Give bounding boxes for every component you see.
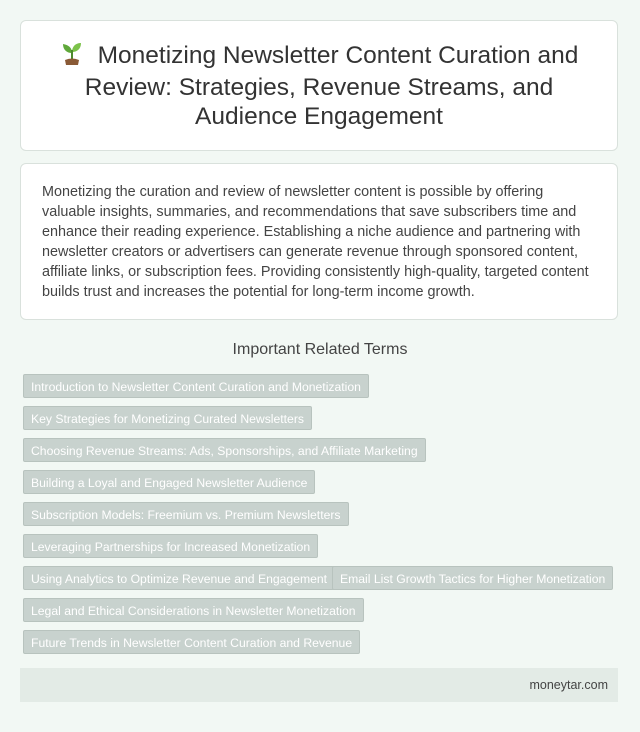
related-term-tag[interactable]: Key Strategies for Monetizing Curated Newsletters [23,406,312,430]
page-title [41,40,597,131]
related-term-tag[interactable]: Leveraging Partnerships for Increased Monetization [23,534,318,558]
related-term-tag[interactable]: Introduction to Newsletter Content Curation and Monetization [23,374,369,398]
sprout-icon [60,40,84,73]
summary-card [20,163,618,320]
related-term-tag[interactable]: Choosing Revenue Streams: Ads, Sponsorships, and Affiliate Marketing [23,438,426,462]
title-card [20,20,618,151]
footer [20,668,618,702]
footer-site-link[interactable]: moneytar.com [529,678,608,692]
related-term-tag[interactable]: Using Analytics to Optimize Revenue and Engagement [23,566,335,590]
page-title-text: Monetizing Newsletter Content Curation and Review: Strategies, Revenue Streams, and Audience Engagement [84,42,579,130]
summary-text: Monetizing the curation and review of newsletter content is possible by offering valuable insights, summaries, and recommendations that save subscribers time and enhance their reading experience. Establishing a niche audience and partnering with newsletter creators or advertisers can generate revenue through sponsored content, affiliate links, or subscription fees. Providing consistently high-quality, targeted content builds trust and increases the potential for long-term income growth. [42,184,589,300]
related-term-tag[interactable]: Legal and Ethical Considerations in Newsletter Monetization [23,598,364,622]
related-terms-heading: Important Related Terms [232,341,408,358]
related-term-tag[interactable]: Subscription Models: Freemium vs. Premium Newsletters [23,502,349,526]
related-term-tag[interactable]: Future Trends in Newsletter Content Curation and Revenue [23,630,360,654]
related-term-tag[interactable]: Email List Growth Tactics for Higher Monetization [332,566,613,590]
related-term-tag[interactable]: Building a Loyal and Engaged Newsletter Audience [23,470,315,494]
